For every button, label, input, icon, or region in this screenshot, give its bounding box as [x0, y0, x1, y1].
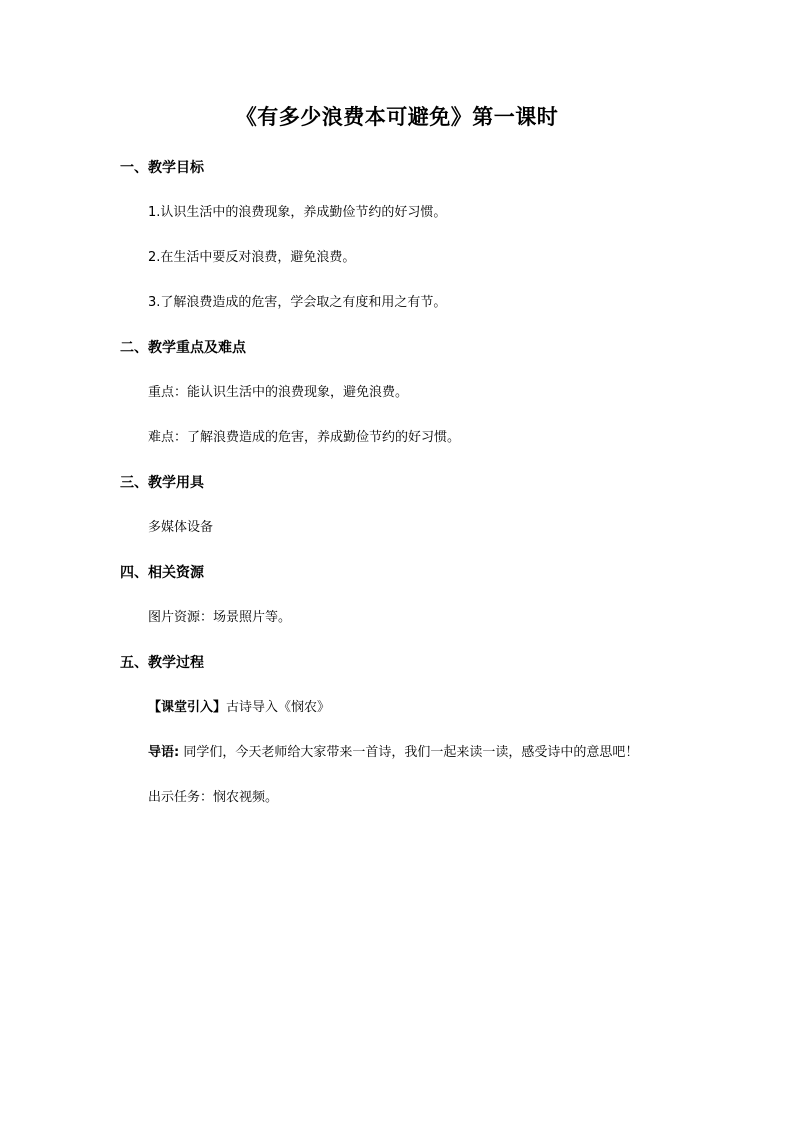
objective-item: 3.了解浪费造成的危害，学会取之有度和用之有节。	[148, 295, 447, 310]
guide-text: 同学们，今天老师给大家带来一首诗，我们一起来读一读，感受诗中的意思吧！	[179, 745, 639, 760]
section-teaching-process	[120, 652, 720, 809]
resources-text: 图片资源：场景照片等。	[148, 610, 292, 625]
document-title: 《有多少浪费本可避免》第一课时	[235, 104, 559, 129]
document-body	[120, 157, 720, 832]
guide-label: 导语:	[148, 745, 180, 760]
guide-line	[148, 742, 720, 764]
section-heading: 五、教学过程	[120, 655, 204, 671]
section-heading: 四、相关资源	[120, 565, 204, 581]
section-heading: 三、教学用具	[120, 475, 204, 491]
class-intro-label: 【课堂引入】	[148, 700, 227, 715]
tools-text: 多媒体设备	[148, 520, 214, 535]
section-heading: 二、教学重点及难点	[120, 340, 246, 356]
task-line: 出示任务：悯农视频。	[148, 790, 279, 805]
objective-item: 1.认识生活中的浪费现象，养成勤俭节约的好习惯。	[148, 205, 447, 220]
section-resources	[120, 562, 720, 629]
key-point: 重点：能认识生活中的浪费现象，避免浪费。	[148, 385, 409, 400]
objective-item: 2.在生活中要反对浪费，避免浪费。	[148, 250, 356, 265]
section-teaching-tools	[120, 472, 720, 539]
difficult-point: 难点：了解浪费造成的危害，养成勤俭节约的好习惯。	[148, 430, 461, 445]
section-heading: 一、教学目标	[120, 160, 204, 176]
section-teaching-objectives	[120, 157, 720, 314]
section-key-points	[120, 337, 720, 449]
class-intro-text: 古诗导入《悯农》	[226, 700, 331, 715]
class-intro-line	[148, 697, 720, 719]
